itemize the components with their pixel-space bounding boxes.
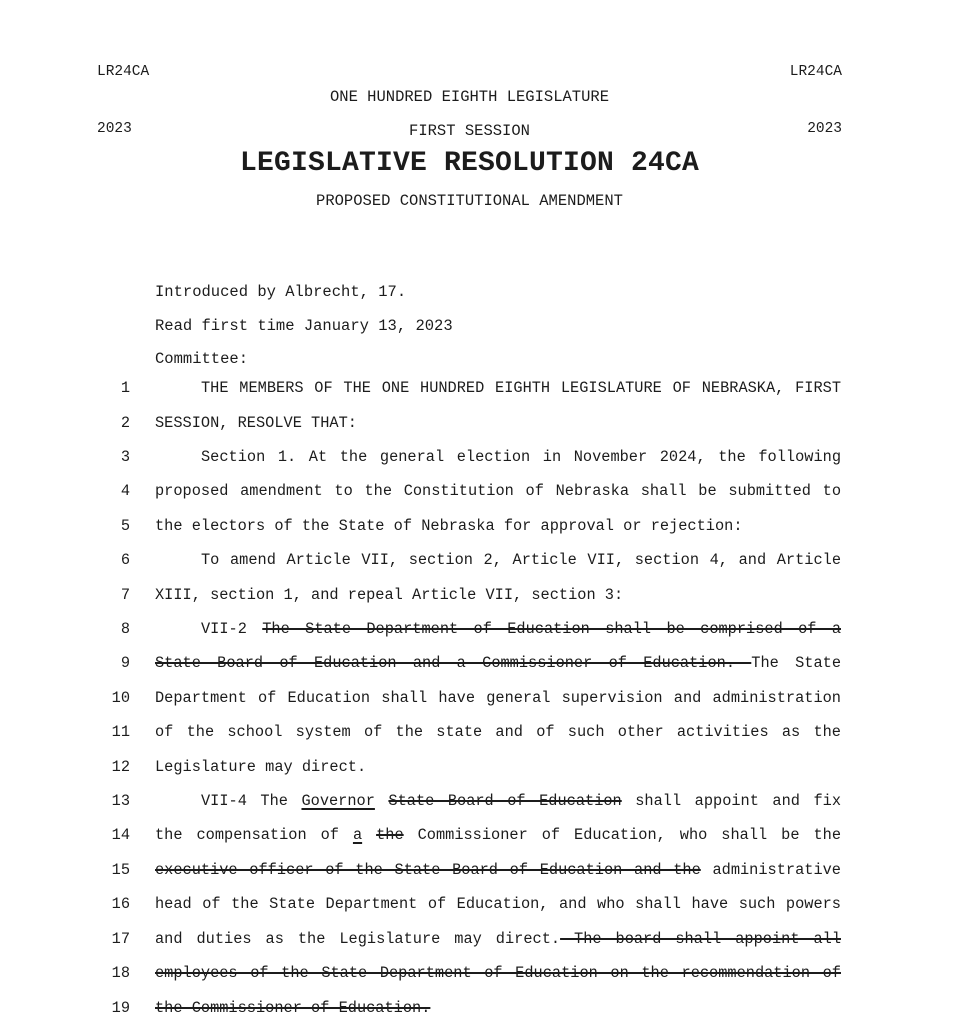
document-line <box>0 646 957 680</box>
document-line <box>0 405 957 439</box>
text-segment <box>362 826 376 844</box>
line-number: 19 <box>111 998 130 1017</box>
document-line <box>0 681 957 715</box>
text-segment: of the school system of the state and of such other activities as the <box>155 723 841 742</box>
document-line <box>0 577 957 611</box>
document-line <box>0 440 957 474</box>
stricken-text: The board shall appoint all <box>560 929 841 948</box>
document-line <box>0 749 957 783</box>
line-number: 16 <box>111 895 130 914</box>
text-segment: VII-2 <box>201 620 263 639</box>
line-text <box>155 620 841 638</box>
document-line <box>0 612 957 646</box>
document-line <box>0 853 957 887</box>
header-right-doc-id: LR24CA <box>789 63 842 80</box>
line-text <box>155 448 841 466</box>
line-text <box>155 517 841 535</box>
line-number: 10 <box>111 688 130 707</box>
text-segment: SESSION, RESOLVE THAT: <box>155 413 357 432</box>
read-first-time-line: Read first time January 13, 2023 <box>155 316 453 335</box>
line-number: 3 <box>120 448 130 467</box>
text-segment: To amend Article VII, section 2, Article VII, section 4, and Article <box>201 551 841 570</box>
text-segment: The State <box>751 654 841 673</box>
line-text <box>155 930 841 948</box>
line-number: 2 <box>120 413 130 432</box>
stricken-text: the <box>376 826 404 845</box>
document-line <box>0 715 957 749</box>
document-line <box>0 509 957 543</box>
line-number: 12 <box>111 757 130 776</box>
line-text <box>155 861 841 879</box>
page-title: LEGISLATIVE RESOLUTION 24CA <box>239 148 700 179</box>
line-number: 17 <box>111 929 130 948</box>
text-segment: Legislature may direct. <box>155 757 367 776</box>
line-text <box>155 482 841 500</box>
line-text <box>155 999 841 1017</box>
header-left-doc-id: LR24CA <box>97 63 150 80</box>
inserted-text: Governor <box>301 792 375 811</box>
text-segment: and duties as the Legislature may direct. <box>155 929 561 948</box>
document-line <box>0 990 957 1024</box>
header-right-year: 2023 <box>807 121 842 138</box>
body-lines <box>0 371 957 1024</box>
line-number: 15 <box>111 860 130 879</box>
text-segment <box>375 792 389 810</box>
legislature-heading: ONE HUNDRED EIGHTH LEGISLATURE <box>329 88 610 106</box>
document-line <box>0 922 957 956</box>
line-number: 6 <box>120 551 130 570</box>
document-line <box>0 887 957 921</box>
line-number: 11 <box>111 723 130 742</box>
document-line <box>0 818 957 852</box>
line-number: 4 <box>120 482 130 501</box>
line-text <box>155 379 841 397</box>
text-segment: THE MEMBERS OF THE ONE HUNDRED EIGHTH LEGISLATURE OF NEBRASKA, FIRST <box>201 379 841 398</box>
text-segment: XIII, section 1, and repeal Article VII, section 3: <box>155 585 624 604</box>
line-text <box>155 551 841 569</box>
document-line <box>0 474 957 508</box>
session-heading: FIRST SESSION <box>409 122 530 140</box>
line-number: 1 <box>120 379 130 398</box>
stricken-text: executive officer of the State Board of Education and the <box>155 860 701 879</box>
line-text <box>155 723 841 741</box>
text-segment: proposed amendment to the Constitution of Nebraska shall be submitted to <box>155 482 841 501</box>
text-segment: Department of Education shall have general supervision and administration <box>155 688 841 707</box>
line-number: 18 <box>111 964 130 983</box>
line-number: 7 <box>120 585 130 604</box>
text-segment: the electors of the State of Nebraska for approval or rejection: <box>155 516 743 535</box>
line-number: 9 <box>120 654 130 673</box>
committee-line: Committee: <box>155 350 249 369</box>
line-text <box>155 414 841 432</box>
stricken-text: the Commissioner of Education. <box>155 998 431 1017</box>
line-text <box>155 654 841 672</box>
text-segment: the compensation of <box>155 826 353 845</box>
line-number: 5 <box>120 516 130 535</box>
document-line <box>0 956 957 990</box>
text-segment: shall appoint and fix <box>621 792 842 811</box>
stricken-text: The State Department of Education shall be comprised of a <box>262 620 841 639</box>
text-segment: VII-4 The <box>201 792 302 811</box>
line-number: 13 <box>111 792 130 811</box>
document-line <box>0 543 957 577</box>
line-text <box>155 826 841 844</box>
stricken-text: State Board of Education <box>388 792 622 811</box>
text-segment: Section 1. At the general election in November 2024, the following <box>201 448 841 467</box>
line-text <box>155 758 841 776</box>
line-text <box>155 895 841 913</box>
line-text <box>155 689 841 707</box>
document-line <box>0 784 957 818</box>
text-segment: Commissioner of Education, who shall be the <box>403 826 842 845</box>
subtitle-heading: PROPOSED CONSTITUTIONAL AMENDMENT <box>316 192 623 210</box>
introduced-by-line: Introduced by Albrecht, 17. <box>155 283 407 301</box>
line-text <box>155 586 841 604</box>
text-segment: head of the State Department of Education, and who shall have such powers <box>155 895 841 914</box>
line-text <box>155 792 841 810</box>
line-number: 8 <box>120 620 130 639</box>
text-segment: administrative <box>700 860 841 879</box>
inserted-text: a <box>352 826 363 845</box>
line-number: 14 <box>111 826 130 845</box>
stricken-text: State Board of Education and a Commissioner of Education. <box>155 654 752 673</box>
document-line <box>0 371 957 405</box>
stricken-text: employees of the State Department of Education on the recommendation of <box>155 964 841 983</box>
line-text <box>155 964 841 982</box>
intro-block <box>155 276 453 377</box>
header-left-year: 2023 <box>97 121 132 138</box>
